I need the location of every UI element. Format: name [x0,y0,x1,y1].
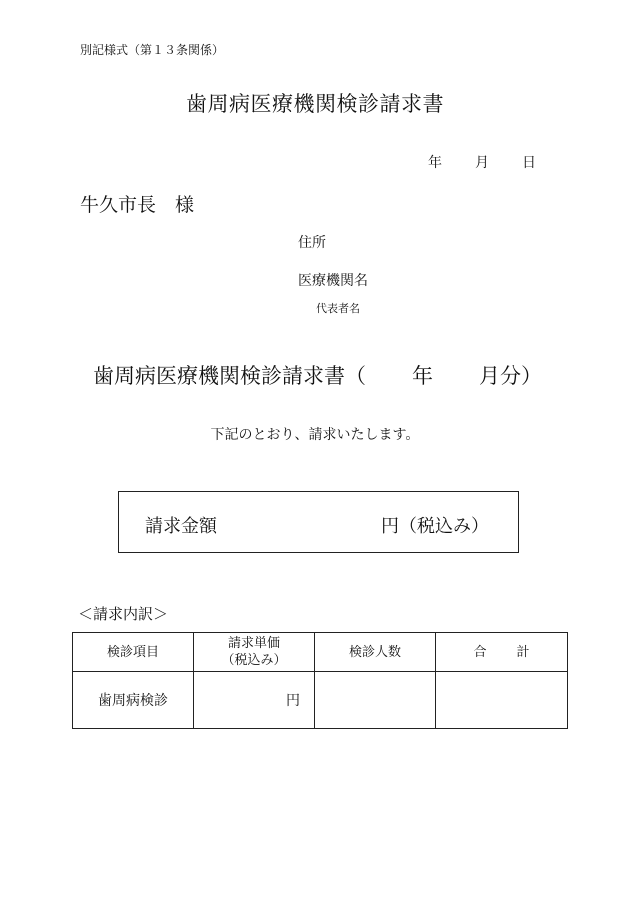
recipient: 牛久市長 様 [80,194,195,216]
cell-item: 歯周病検診 [73,672,194,729]
claim-title-year: 年 [412,364,433,388]
document-title: 歯周病医療機関検診請求書 [186,92,444,116]
table-row [73,672,568,729]
representative-label: 代表者名 [316,302,360,315]
claim-amount-box [118,491,519,553]
breakdown-table [72,632,568,729]
date-line [428,152,536,172]
cell-total [436,672,568,729]
date-year-label: 年 [428,155,442,171]
address-label: 住所 [298,235,326,251]
claim-title-prefix: 歯周病医療機関検診請求書（ [93,364,366,388]
date-month-label: 月 [475,155,489,171]
header-unit-price [194,633,315,672]
header-total [436,633,568,672]
date-day-label: 日 [522,155,536,171]
claim-amount-unit: 円（税込み） [381,516,489,537]
header-unit-price-line2: （税込み） [221,653,287,668]
cell-unit-price: 円 [194,672,315,729]
claim-title-month: 月分） [479,364,542,388]
breakdown-heading: ＜請求内訳＞ [78,605,169,623]
institution-name-label: 医療機関名 [298,273,368,289]
header-count: 検診人数 [315,633,436,672]
claim-title [93,360,542,390]
intro-text: 下記のとおり、請求いたします。 [210,427,420,443]
header-total-char2: 計 [516,644,530,660]
cell-count [315,672,436,729]
table-header-row [73,633,568,672]
claim-amount-label: 請求金額 [145,516,217,537]
header-item: 検診項目 [73,633,194,672]
form-reference: 別記様式（第１３条関係） [80,43,225,57]
header-total-char1: 合 [473,644,487,660]
header-unit-price-line1: 請求単価 [227,636,280,651]
